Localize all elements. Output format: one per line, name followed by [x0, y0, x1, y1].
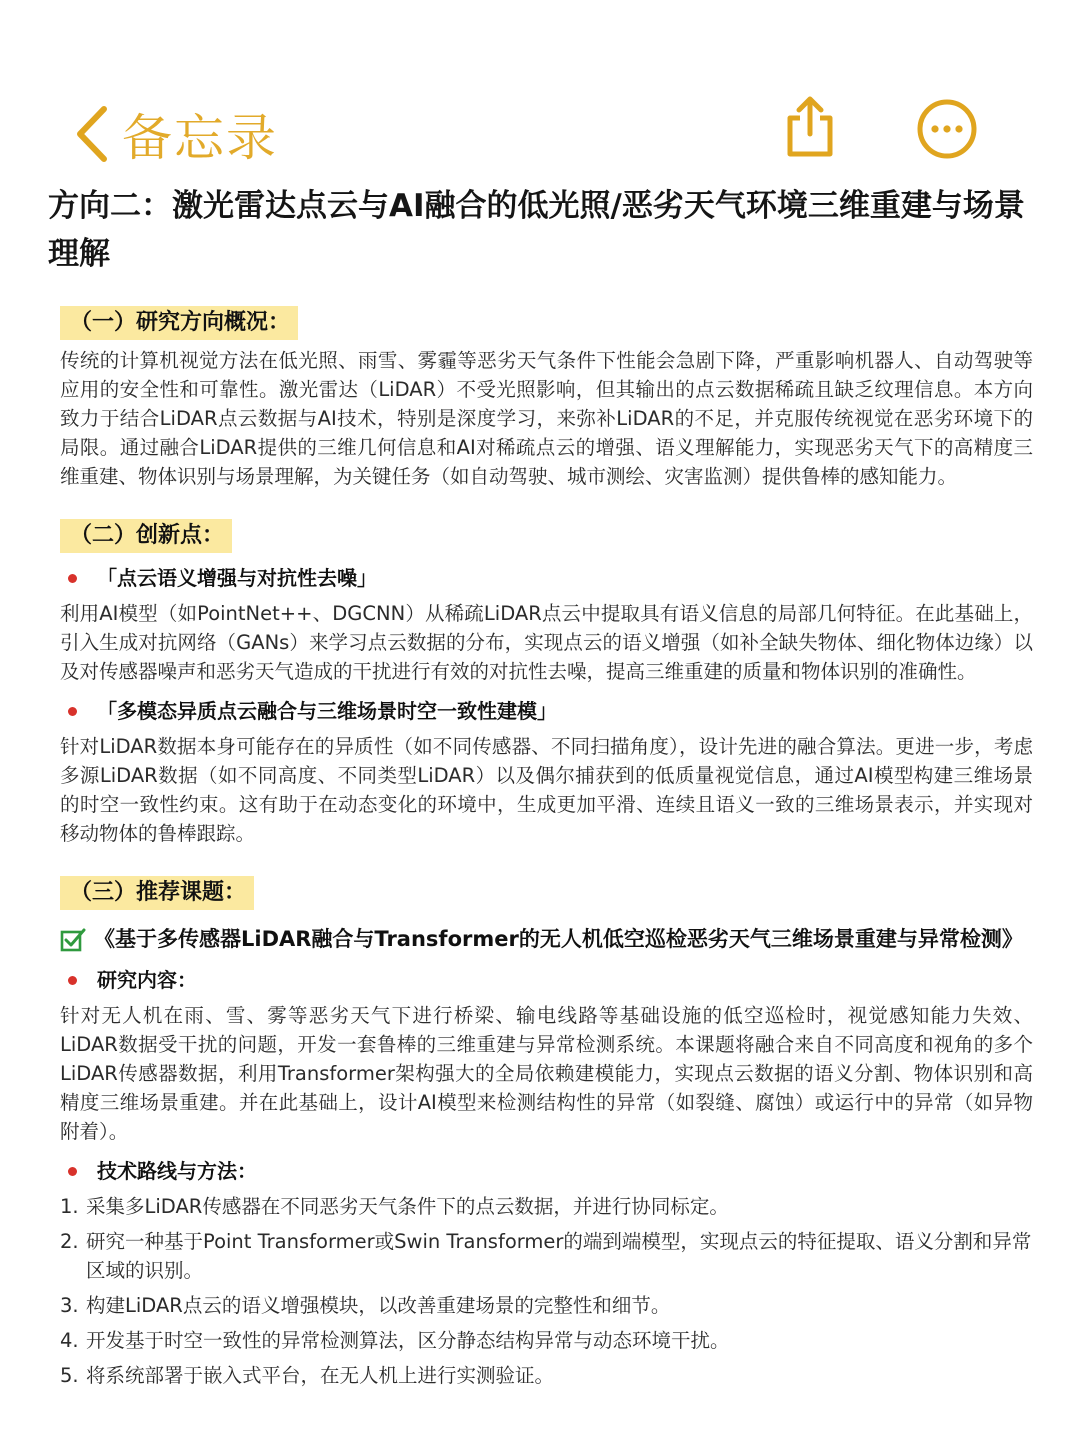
checkbox-checked-icon[interactable]: [60, 927, 86, 953]
section-title: （三）推荐课题：: [60, 876, 254, 910]
topic-title: 《基于多传感器LiDAR融合与Transformer的无人机低空巡检恶劣天气三维场景重建与异常检测》: [94, 927, 1023, 951]
bullet-dot-icon: [68, 1167, 77, 1176]
back-label: 备忘录: [122, 109, 278, 167]
section-overview: [48, 306, 1033, 491]
share-icon[interactable]: [782, 96, 838, 158]
overview-paragraph: 传统的计算机视觉方法在低光照、雨雪、雾霾等恶劣天气条件下性能会急剧下降，严重影响机器人、自动驾驶等应用的安全性和可靠性。激光雷达（LiDAR）不受光照影响，但其输出的点云数据稀疏且缺乏纹理信息。本方向致力于结合LiDAR点云数据与AI技术，特别是深度学习，来弥补LiDAR的不足，并克服传统视觉在恶劣环境下的局限。通过融合LiDAR提供的三维几何信息和AI对稀疏点云的增强、语义理解能力，实现恶劣天气下的高精度三维重建、物体识别与场景理解，为关键任务（如自动驾驶、城市测绘、灾害监测）提供鲁棒的感知能力。: [60, 349, 1033, 488]
section-innovation: [48, 519, 1033, 848]
bullet-item: [68, 1156, 1033, 1186]
bullet-title: 「多模态异质点云融合与三维场景时空一致性建模」: [97, 699, 557, 723]
bullet-item: [68, 563, 1033, 593]
chevron-left-icon: [72, 103, 114, 165]
section-topic: [48, 876, 1033, 1390]
bullet-title: 技术路线与方法：: [97, 1159, 257, 1183]
bullet-dot-icon: [68, 574, 77, 583]
research-paragraph: 针对无人机在雨、雪、雾等恶劣天气下进行桥梁、输电线路等基础设施的低空巡检时，视觉感知能力失效、LiDAR数据受干扰的问题，开发一套鲁棒的三维重建与异常检测系统。本课题将融合来自不同高度和视角的多个LiDAR传感器数据，利用Transformer架构强大的全局依赖建模能力，实现点云数据的语义分割、物体识别和高精度三维场景重建。并在此基础上，设计AI模型来检测结构性的异常（如裂缝、腐蚀）或运行中的异常（如异物附着）。: [60, 1004, 1033, 1143]
bullet-dot-icon: [68, 707, 77, 716]
bullet-title: 「点云语义增强与对抗性去噪」: [97, 566, 377, 590]
list-item: 4. 开发基于时空一致性的异常检测算法，区分静态结构异常与动态环境干扰。: [60, 1329, 730, 1352]
topic-item: [60, 924, 1033, 955]
list-item: 1. 采集多LiDAR传感器在不同恶劣天气条件下的点云数据，并进行协同标定。: [60, 1195, 729, 1218]
note-title: 方向二：激光雷达点云与AI融合的低光照/恶劣天气环境三维重建与场景理解: [48, 188, 1025, 272]
list-item: 5. 将系统部署于嵌入式平台，在无人机上进行实测验证。: [60, 1364, 555, 1387]
bullet-title: 研究内容：: [97, 968, 197, 992]
bullet-dot-icon: [68, 976, 77, 985]
note-content[interactable]: [48, 182, 1033, 1396]
bullet-paragraph: 利用AI模型（如PointNet++、DGCNN）从稀疏LiDAR点云中提取具有语义信息的局部几何特征。在此基础上，引入生成对抗网络（GANs）来学习点云数据的分布，实现点云的语义增强（如补全缺失物体、细化物体边缘）以及对传感器噪声和恶劣天气造成的干扰进行有效的对抗性去噪，提高三维重建的质量和物体识别的准确性。: [60, 602, 1033, 683]
method-steps-list: [60, 1192, 1033, 1390]
list-item: 2. 研究一种基于Point Transformer或Swin Transformer的端到端模型，实现点云的特征提取、语义分割和异常区域的识别。: [60, 1230, 1032, 1282]
section-title: （二）创新点：: [60, 519, 232, 553]
section-title: （一）研究方向概况：: [60, 306, 298, 340]
list-item: 3. 构建LiDAR点云的语义增强模块，以改善重建场景的完整性和细节。: [60, 1294, 671, 1317]
nav-bar: [0, 0, 1080, 170]
bullet-item: [68, 696, 1033, 726]
more-options-icon[interactable]: [916, 98, 978, 160]
bullet-item: [68, 965, 1033, 995]
bullet-paragraph: 针对LiDAR数据本身可能存在的异质性（如不同传感器、不同扫描角度），设计先进的融合算法。更进一步，考虑多源LiDAR数据（如不同高度、不同类型LiDAR）以及偶尔捕获到的低质量视觉信息，通过AI模型构建三维场景的时空一致性约束。这有助于在动态变化的环境中，生成更加平滑、连续且语义一致的三维场景表示，并实现对移动物体的鲁棒跟踪。: [60, 735, 1033, 845]
back-button[interactable]: [72, 98, 278, 170]
